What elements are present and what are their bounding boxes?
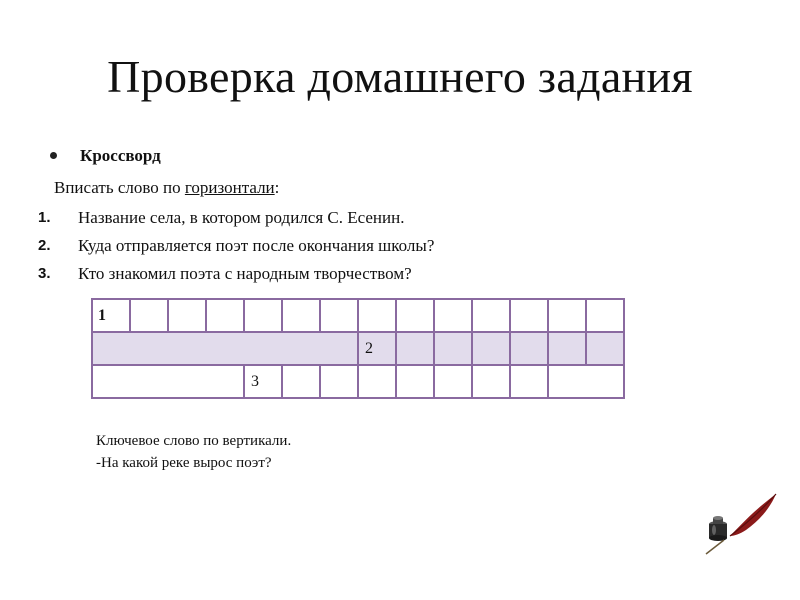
crossword-cell[interactable] bbox=[358, 332, 396, 365]
crossword-cell[interactable] bbox=[358, 299, 396, 332]
crossword-cell[interactable] bbox=[548, 299, 586, 332]
crossword-cell[interactable] bbox=[510, 332, 548, 365]
question-number: 3. bbox=[38, 265, 51, 282]
question-text: Куда отправляется поэт после окончания школы? bbox=[78, 236, 435, 255]
keyword-line-2: -На какой реке вырос поэт? bbox=[96, 455, 272, 471]
crossword-cell[interactable] bbox=[92, 299, 130, 332]
crossword-cell[interactable] bbox=[472, 299, 510, 332]
crossword-cell[interactable] bbox=[586, 299, 624, 332]
crossword-cell[interactable] bbox=[396, 299, 434, 332]
crossword-cell[interactable] bbox=[548, 332, 586, 365]
crossword-cell[interactable] bbox=[434, 332, 472, 365]
crossword-cell[interactable] bbox=[472, 365, 510, 398]
bullet-dot-icon bbox=[50, 152, 57, 159]
crossword-blank-span bbox=[548, 365, 624, 398]
crossword-blank-span bbox=[92, 365, 244, 398]
crossword-cell[interactable] bbox=[282, 365, 320, 398]
crossword-cell[interactable] bbox=[130, 299, 168, 332]
crossword-cell[interactable] bbox=[244, 299, 282, 332]
question-text: Кто знакомил поэта с народным творчеством? bbox=[78, 264, 412, 283]
crossword-cell[interactable] bbox=[434, 365, 472, 398]
crossword-cell[interactable] bbox=[586, 332, 624, 365]
instruction-text bbox=[54, 178, 279, 198]
question-text: Название села, в котором родился С. Есенин. bbox=[78, 208, 405, 227]
question-2 bbox=[38, 236, 435, 256]
crossword-cell[interactable] bbox=[510, 299, 548, 332]
instruction-underlined: горизонтали bbox=[184, 178, 275, 197]
crossword-cell[interactable] bbox=[472, 332, 510, 365]
crossword-cell[interactable] bbox=[244, 365, 282, 398]
crossword-cell[interactable] bbox=[320, 365, 358, 398]
keyword-line-1: Ключевое слово по вертикали. bbox=[96, 433, 292, 449]
question-number: 2. bbox=[38, 237, 51, 254]
crossword-cell[interactable] bbox=[320, 299, 358, 332]
crossword-cell[interactable] bbox=[168, 299, 206, 332]
clue-number-1: 1 bbox=[98, 306, 106, 324]
crossword-cell[interactable] bbox=[282, 299, 320, 332]
crossword-cell[interactable] bbox=[206, 299, 244, 332]
instruction-prefix: Вписать слово по bbox=[54, 178, 185, 197]
question-number: 1. bbox=[38, 209, 51, 226]
crossword-cell[interactable] bbox=[396, 332, 434, 365]
inkwell-quill-icon bbox=[700, 490, 782, 560]
crossword-cell[interactable] bbox=[434, 299, 472, 332]
crossword-heading: Кроссворд bbox=[80, 146, 161, 165]
crossword-blank-span bbox=[92, 332, 358, 365]
crossword-grid bbox=[91, 298, 625, 399]
instruction-suffix: : bbox=[274, 178, 280, 197]
slide-title: Проверка домашнего задания bbox=[107, 51, 693, 102]
question-1 bbox=[38, 208, 405, 228]
clue-number-3: 3 bbox=[251, 372, 259, 390]
question-3 bbox=[38, 264, 412, 284]
crossword-cell[interactable] bbox=[358, 365, 396, 398]
crossword-cell[interactable] bbox=[396, 365, 434, 398]
clue-number-2: 2 bbox=[365, 339, 373, 357]
keyword-block bbox=[96, 430, 291, 474]
crossword-row-1 bbox=[92, 299, 624, 332]
crossword-row-3 bbox=[92, 365, 624, 398]
crossword-row-2 bbox=[92, 332, 624, 365]
crossword-cell[interactable] bbox=[510, 365, 548, 398]
